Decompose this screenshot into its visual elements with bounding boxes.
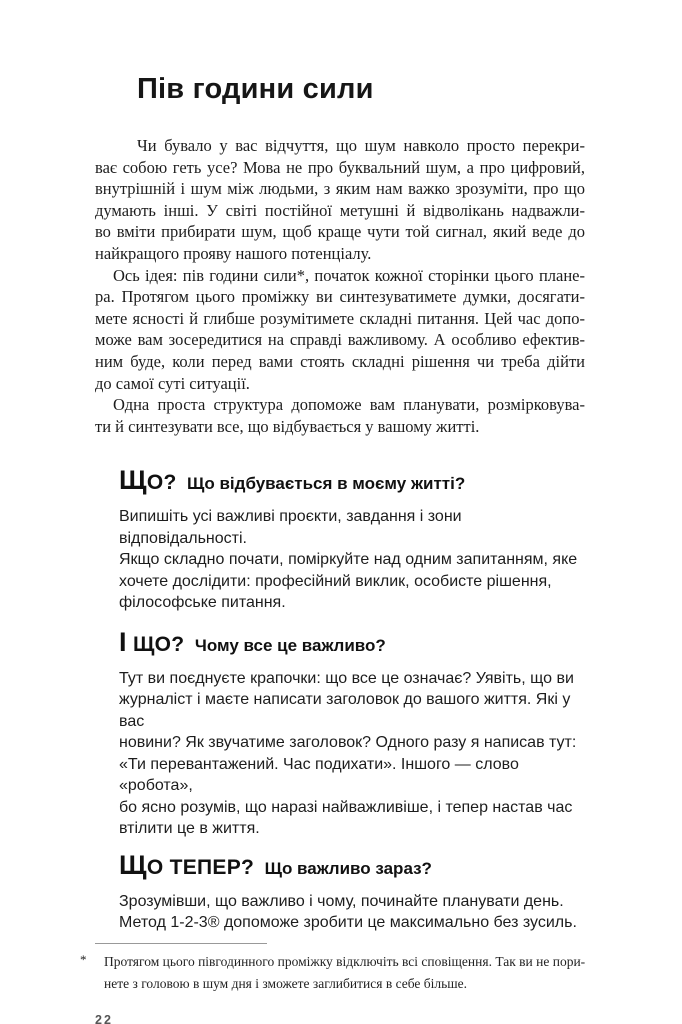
section-what: [119, 465, 585, 614]
page-title: Пів години сили: [137, 73, 374, 105]
section-now-what-body: Зрозумівши, що важливо і чому, починайте планувати день. Метод 1-2-3® допоможе зробити це максимально без зусиль.: [119, 892, 577, 932]
intro-paragraph-2: Ось ідея: пів години сили*, початок кожної сторінки цього плане- ра. Протягом цього проміжку ви синтезуватимете думки, досягати- мете ясності й глибше розумітимете складні питання. Цей час допо- може вам зосередитися на справді важливому. А особливо ефектив- ним буде, коли перед вами стоять складні рішення чи треба дійти до самої суті ситуації.: [95, 265, 585, 393]
section-so-what-question: І ЩО?: [119, 626, 185, 657]
footnote-divider: [95, 943, 267, 944]
intro-paragraph-3: Одна проста структура допоможе вам планувати, розмірковува- ти й синтезувати все, що відбувається у вашому житті.: [95, 395, 585, 436]
section-so-what-subtitle: Чому все це важливо?: [194, 635, 386, 655]
intro-text: [95, 135, 585, 437]
intro-paragraph-1: Чи бувало у вас відчуття, що шум навколо просто перекри- ває собою геть усе? Мова не про буквальний шум, а про цифровий, внутрішній і шум між людьми, з яким нам важко зрозуміти, про що думають інші. У світі постійної метушні й відволікань надважли- во вміти прибирати шум, щоб краще чути той сигнал, який веде до найкращого прояву нашого потенціалу.: [95, 136, 585, 263]
section-what-heading: [119, 465, 585, 500]
section-now-what-heading: [119, 850, 585, 885]
section-now-what-subtitle: Що важливо зараз?: [264, 858, 432, 878]
footnote-marker: *: [80, 951, 87, 967]
section-what-body: Випишіть усі важливі проєкти, завдання і зони відповідальності. Якщо складно почати, поміркуйте над одним запитанням, яке хочете дослідити: професійний виклик, особисте рішення, філософське питання.: [119, 508, 578, 612]
footnote: [80, 951, 585, 995]
section-what-subtitle: Що відбувається в моєму житті?: [187, 474, 466, 494]
page-number: 22: [95, 1012, 113, 1024]
section-so-what-heading: [119, 627, 585, 662]
section-what-question: ЩО?: [119, 465, 177, 496]
section-now-what: [119, 850, 585, 934]
section-so-what: [119, 627, 585, 840]
section-so-what-body: Тут ви поєднуєте крапочки: що все це означає? Уявіть, що ви журналіст і маєте написати заголовок до вашого життя. Які у вас новини? Як звучатиме заголовок? Одного разу я написав тут: «Ти перевантажений. Час подихати». Іншого — слово «робота», бо ясно розумів, що наразі найважливіше, і тепер настав час втілити це в життя.: [119, 669, 577, 838]
section-now-what-question: ЩО ТЕПЕР?: [119, 849, 255, 880]
footnote-text: Протягом цього півгодинного проміжку відключіть всі сповіщення. Так ви не пори- нете з головою в шум дня і зможете заглибитися в себе більше.: [104, 953, 586, 991]
